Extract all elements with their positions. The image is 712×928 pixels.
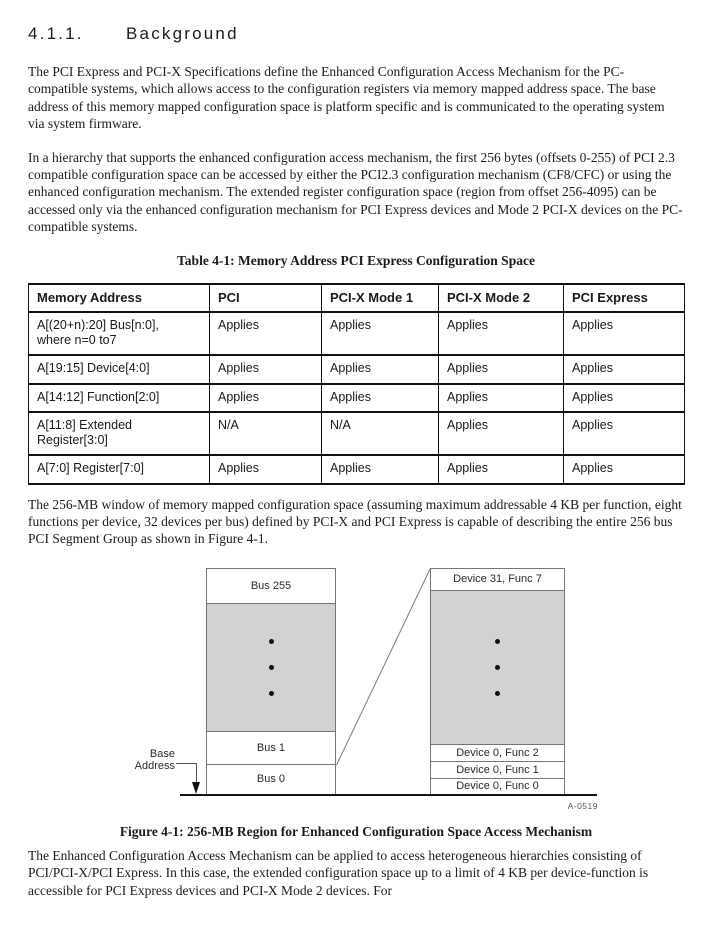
table-row bbox=[29, 312, 685, 355]
figure-baseline bbox=[180, 794, 597, 796]
cell-value: Applies bbox=[439, 384, 564, 413]
figure-256mb-region bbox=[28, 561, 684, 819]
bus-1-label: Bus 1 bbox=[256, 741, 286, 754]
figure-caption: Figure 4-1: 256-MB Region for Enhanced Configuration Space Access Mechanism bbox=[119, 823, 593, 839]
cell-value: Applies bbox=[564, 384, 685, 413]
bus-0-label: Bus 0 bbox=[256, 772, 286, 785]
col-header-pci-express: PCI Express bbox=[564, 284, 685, 313]
artwork-id: A-0519 bbox=[567, 800, 598, 811]
memory-address-table bbox=[28, 283, 685, 485]
cell-address-function: A[14:12] Function[2:0] bbox=[29, 384, 210, 413]
device-0-func-0-label: Device 0, Func 0 bbox=[456, 779, 539, 792]
table-header-row bbox=[29, 284, 685, 313]
cell-value: Applies bbox=[210, 455, 322, 484]
device-0-func-1-label: Device 0, Func 1 bbox=[456, 763, 539, 776]
ellipsis-dot bbox=[269, 665, 274, 670]
cell-value: Applies bbox=[439, 455, 564, 484]
base-address-leader-horizontal bbox=[176, 763, 197, 764]
col-header-pcix-mode2: PCI-X Mode 2 bbox=[439, 284, 564, 313]
paragraph-hierarchy: In a hierarchy that supports the enhanced configuration access mechanism, the first 256 bytes (offsets 0-255) of PCI 2.3 compatible configuration space can be accessed by either the PCI2.3 configuration mechanism (CF8/CFC) or using the enhanced configuration mechanism. The extended register configuration space (region from offset 256-4095) can be accessed only via the enhanced configuration mechanism for PCI Express devices and Mode 2 PCI-X devices on the PC-compatible systems. bbox=[28, 149, 683, 235]
cell-value: Applies bbox=[322, 384, 439, 413]
bus-middle-region bbox=[207, 604, 335, 732]
col-header-pci: PCI bbox=[210, 284, 322, 313]
cell-value: Applies bbox=[564, 412, 685, 455]
table-row bbox=[29, 455, 685, 484]
base-address-leader-vertical bbox=[196, 763, 197, 784]
bus-1-row bbox=[207, 732, 335, 765]
cell-value: Applies bbox=[210, 312, 322, 355]
ellipsis-dot bbox=[495, 691, 500, 696]
device-31-func-7-row bbox=[431, 569, 564, 591]
device-0-func-2-label: Device 0, Func 2 bbox=[456, 746, 539, 759]
cell-value: Applies bbox=[322, 455, 439, 484]
bus-stack-box bbox=[206, 568, 336, 796]
col-header-memory-address: Memory Address bbox=[29, 284, 210, 313]
cell-value: Applies bbox=[564, 312, 685, 355]
ellipsis-dot bbox=[269, 691, 274, 696]
table-row bbox=[29, 384, 685, 413]
cell-value: Applies bbox=[210, 384, 322, 413]
bus-255-row bbox=[207, 569, 335, 604]
ellipsis-dot bbox=[269, 639, 274, 644]
device-0-func-1-row bbox=[431, 762, 564, 779]
cell-value: N/A bbox=[322, 412, 439, 455]
cell-address-device: A[19:15] Device[4:0] bbox=[29, 355, 210, 384]
base-address-label bbox=[118, 748, 175, 772]
paragraph-intro: The PCI Express and PCI-X Specifications define the Enhanced Configuration Access Mechanism for the PC-compatible systems, which allows access to the configuration registers via memory mapped address space. The base address of this memory mapped configuration space is platform specific and is communicated to the operating system via system firmware. bbox=[28, 64, 665, 132]
device-stack-box bbox=[430, 568, 565, 796]
cell-value: Applies bbox=[322, 355, 439, 384]
bus-255-label: Bus 255 bbox=[250, 579, 292, 592]
col-header-pcix-mode1: PCI-X Mode 1 bbox=[322, 284, 439, 313]
table-row bbox=[29, 355, 685, 384]
device-31-func-7-label: Device 31, Func 7 bbox=[453, 572, 542, 585]
table-caption: Table 4-1: Memory Address PCI Express Configuration Space bbox=[177, 252, 535, 268]
base-address-label-line2: Address bbox=[134, 759, 175, 772]
device-0-func-0-row bbox=[431, 779, 564, 795]
cell-value: Applies bbox=[564, 355, 685, 384]
cell-value: Applies bbox=[439, 355, 564, 384]
base-address-label-line1: Base bbox=[149, 747, 175, 760]
cell-value: Applies bbox=[322, 312, 439, 355]
section-title: Background bbox=[126, 24, 239, 43]
cell-value: Applies bbox=[210, 355, 322, 384]
cell-address-bus: A[(20+n):20] Bus[n:0], where n=0 to7 bbox=[29, 312, 210, 355]
paragraph-heterogeneous: The Enhanced Configuration Access Mechanism can be applied to access heterogeneous hierarchies consisting of PCI/PCI-X/PCI Express. In this case, the extended configuration space up to a limit of 4 KB per device-function is accessible for PCI Express devices and PCI-X Mode 2 devices. For bbox=[28, 847, 649, 898]
ellipsis-dot bbox=[495, 639, 500, 644]
expansion-line bbox=[336, 568, 431, 765]
cell-address-ext-register: A[11:8] Extended Register[3:0] bbox=[29, 412, 210, 455]
base-address-arrow-icon bbox=[192, 782, 200, 794]
section-heading bbox=[28, 24, 684, 46]
cell-value: N/A bbox=[210, 412, 322, 455]
cell-value: Applies bbox=[439, 412, 564, 455]
paragraph-window: The 256-MB window of memory mapped configuration space (assuming maximum addressable 4 KB per function, eight functions per device, 32 devices per bus) defined by PCI-X and PCI Express is capable of describing the entire 256 bus PCI Segment Group as shown in Figure 4-1. bbox=[28, 496, 682, 547]
section-number: 4.1.1. bbox=[28, 24, 84, 43]
table-row bbox=[29, 412, 685, 455]
cell-value: Applies bbox=[439, 312, 564, 355]
cell-address-register: A[7:0] Register[7:0] bbox=[29, 455, 210, 484]
cell-value: Applies bbox=[564, 455, 685, 484]
device-middle-region bbox=[431, 591, 564, 745]
device-0-func-2-row bbox=[431, 745, 564, 762]
bus-0-row bbox=[207, 765, 335, 795]
ellipsis-dot bbox=[495, 665, 500, 670]
